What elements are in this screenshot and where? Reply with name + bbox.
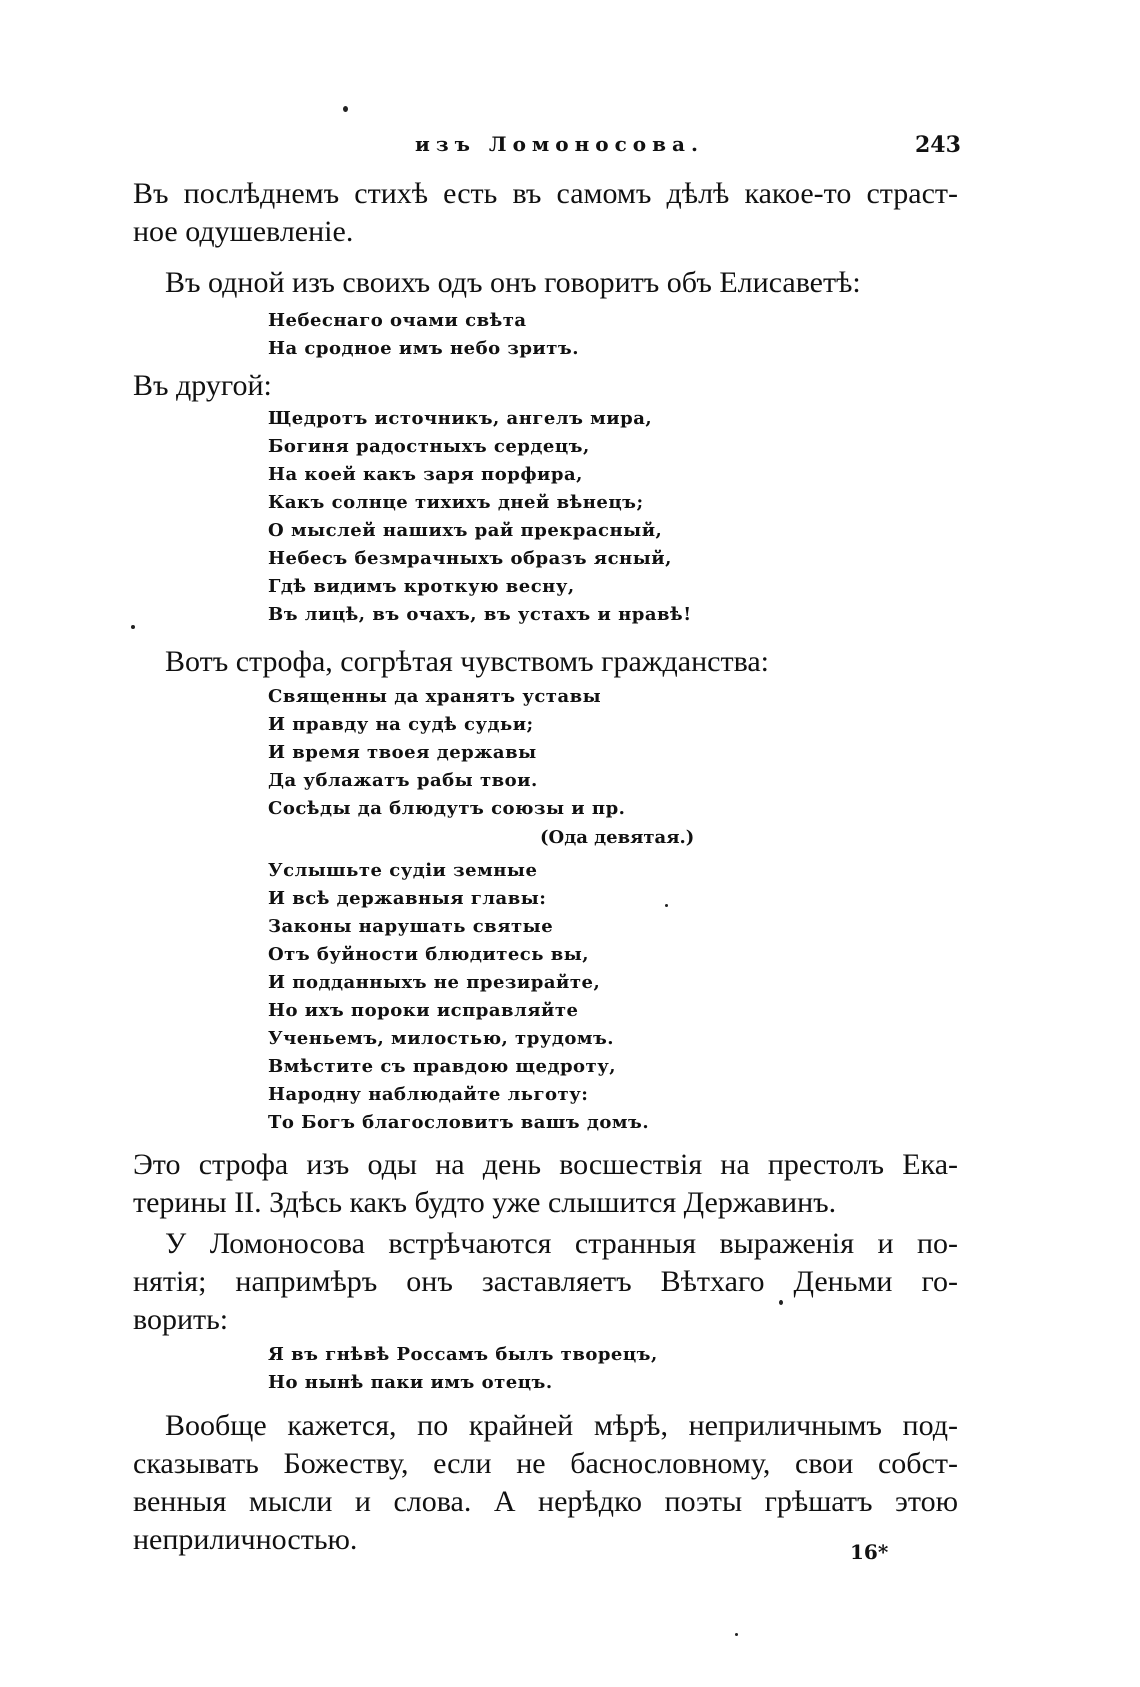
text-line: неприличностью. [133, 1523, 358, 1556]
text-line: ворить: [133, 1303, 229, 1336]
verse-line: Богиня радостныхъ сердецъ, [268, 436, 590, 457]
verse-line: Услышьте судіи земные [268, 860, 538, 881]
verse-line: Въ лицѣ, въ очахъ, въ устахъ и нравѣ! [268, 604, 692, 625]
text-line: венныя мысли и слова. А нерѣдко поэты грѣшатъ этою [133, 1485, 958, 1518]
verse-line: Какъ солнце тихихъ дней вѣнецъ; [268, 492, 644, 513]
scan-speck [779, 1300, 783, 1305]
text-line: сказывать Божеству, если не баснословному, свои собст- [133, 1447, 958, 1480]
verse-line: Вмѣстите съ правдою щедроту, [268, 1056, 616, 1077]
verse-line: Да ублажатъ рабы твои. [268, 770, 538, 791]
verse-line: Гдѣ видимъ кроткую весну, [268, 576, 575, 597]
text-line: ное одушевленіе. [133, 215, 354, 248]
text-line: Въ одной изъ своихъ одъ онъ говоритъ объ Елисаветѣ: [165, 266, 861, 299]
scan-speck [343, 106, 348, 112]
text-line: Вообще кажется, по крайней мѣрѣ, неприличнымъ под- [165, 1409, 958, 1442]
signature-mark: 16* [850, 1540, 889, 1564]
verse-line: Небеснаго очами свѣта [268, 310, 527, 331]
running-head: изъ Ломоносова. [415, 132, 704, 156]
verse-line: Ученьемъ, милостью, трудомъ. [268, 1028, 615, 1049]
verse-line: И подданныхъ не презирайте, [268, 972, 601, 993]
verse-source: (Ода девятая.) [540, 827, 695, 848]
text-line: нятія; напримѣръ онъ заставляетъ Вѣтхаго Деньми го- [133, 1265, 958, 1298]
verse-line: Сосѣды да блюдутъ союзы и пр. [268, 798, 626, 819]
verse-line: Щедротъ источникъ, ангелъ мира, [268, 408, 653, 429]
verse-line: Народну наблюдайте льготу: [268, 1084, 589, 1105]
verse-line: Но ихъ пороки исправляйте [268, 1000, 579, 1021]
text-line: У Ломоносова встрѣчаются странныя выраженія и по- [165, 1227, 958, 1260]
verse-line: На коей какъ заря порфира, [268, 464, 583, 485]
verse-line: Небесъ безмрачныхъ образъ ясный, [268, 548, 672, 569]
verse-line: Законы нарушать святые [268, 916, 554, 937]
verse-line: Но нынѣ паки имъ отецъ. [268, 1372, 553, 1393]
verse-line: Отъ буйности блюдитесь вы, [268, 944, 590, 965]
verse-line: Я въ гнѣвѣ Россамъ былъ творецъ, [268, 1344, 658, 1365]
verse-line: То Богъ благословитъ вашъ домъ. [268, 1112, 650, 1133]
verse-line: И всѣ державныя главы: [268, 888, 547, 909]
scan-speck [665, 904, 668, 907]
text-line: Въ послѣднемъ стихѣ есть въ самомъ дѣлѣ какое-то страст- [133, 177, 958, 210]
verse-line: Священны да хранятъ уставы [268, 686, 602, 707]
page-number: 243 [915, 132, 961, 158]
verse-line: На сродное имъ небо зритъ. [268, 338, 580, 359]
text-line: Въ другой: [133, 369, 272, 402]
verse-line: И правду на судѣ судьи; [268, 714, 534, 735]
scan-speck [131, 625, 135, 629]
text-line: Вотъ строфа, согрѣтая чувствомъ гражданства: [165, 645, 769, 678]
verse-line: И время твоея державы [268, 742, 537, 763]
verse-line: О мыслей нашихъ рай прекрасный, [268, 520, 663, 541]
text-line: Это строфа изъ оды на день восшествія на престолъ Ека- [133, 1148, 958, 1181]
text-line: терины II. Здѣсь какъ будто уже слышится Державинъ. [133, 1186, 837, 1219]
scan-speck [735, 1633, 738, 1636]
